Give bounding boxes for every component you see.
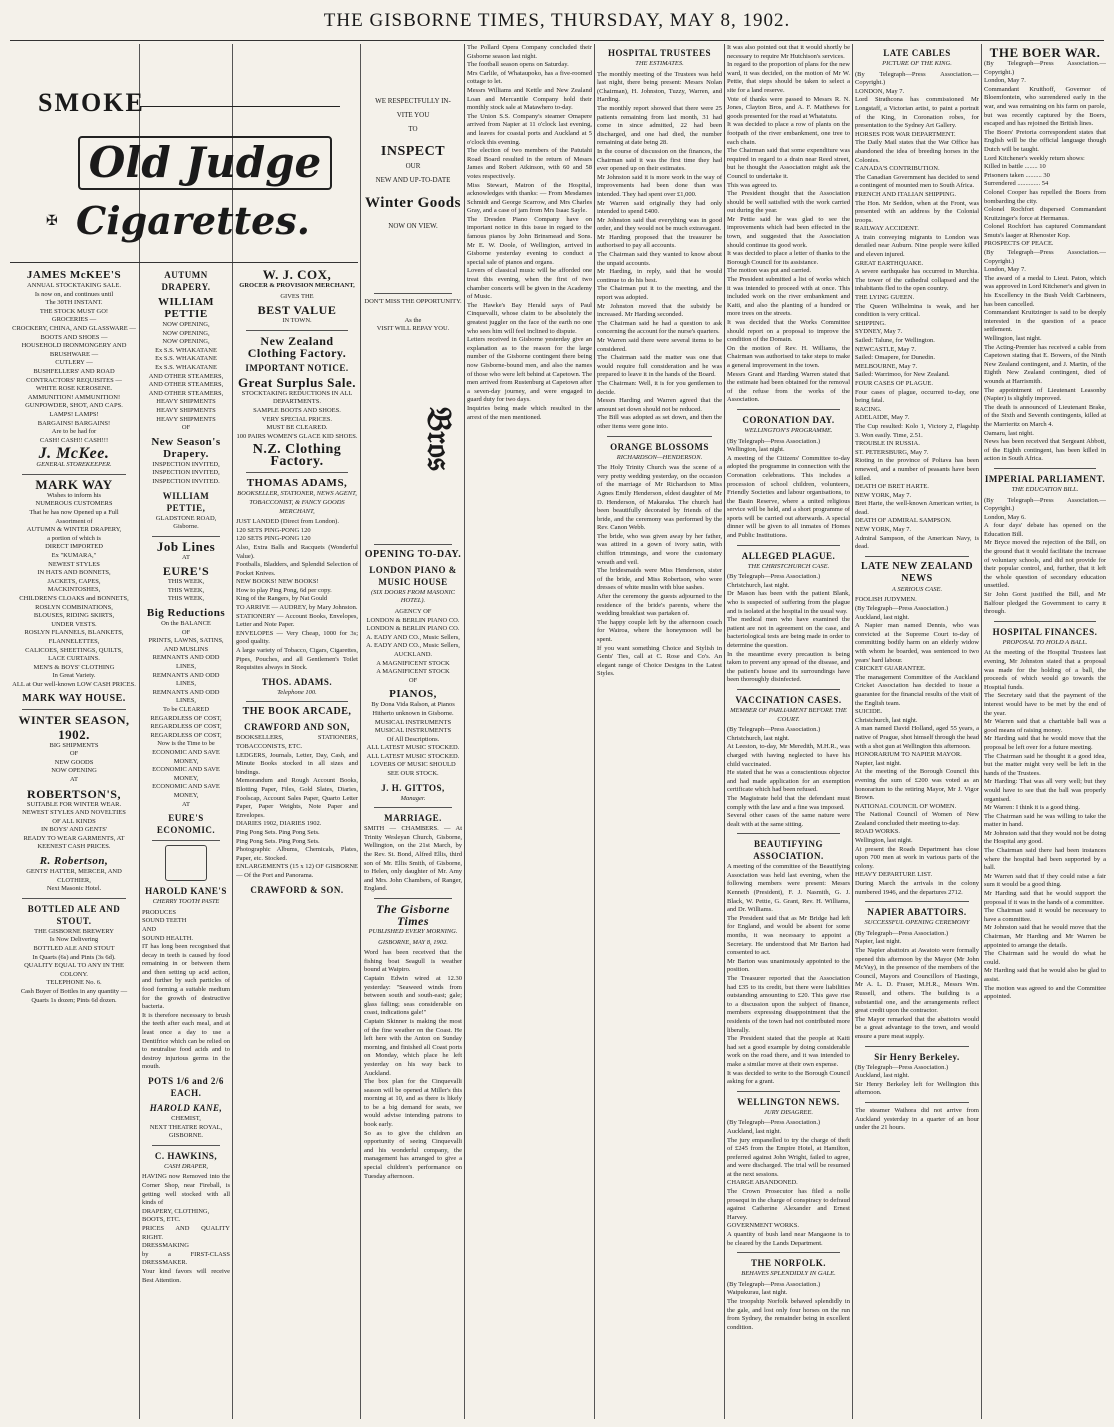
napier-abattoirs-body: (By Telegraph—Press Association.) Napier, last night. The Napier abattoirs at Awatoto were formally opened this afternoon by the Mayor (Mr John McVay), in the presence of the members of the Council, Mayors and Councillors of Hastings, Mr A. L. D. Fraser, M.H.R., Messrs Wm. Russell, and others. The building is a substantial one, and the arrangements reflect great credit upon the contractor. The Mayor remarked that the abattoirs would be a great advantage to the town, and would ensure a pure meat supply.	[855, 929, 979, 1040]
nz-clothing-body: STOCKTAKING REDUCTIONS IN ALL DEPARTMENTS. SAMPLE BOOTS AND SHOES. VERY SPECIAL PRICES. MUST BE CLEARED. 100 PAIRS WOMEN'S GLACE KID SHOES.	[236, 389, 358, 440]
job-lines-title: Job Lines	[156, 538, 216, 554]
vaccination-body: (By Telegraph—Press Association.) Christchurch, last night. At Leeston, to-day, Mr Meredith, M.H.R., was charged with having neglected to have his child vaccinated. He stated that he was a conscientious objector and had made application for an exemption certificate which had been refused. The Magistrate held that the defendant must comply with the law and a fine was imposed. Several other cases of the same nature were dealt with at the same sitting.	[727, 726, 850, 828]
cox-body-2: IN TOWN.	[282, 317, 312, 325]
respectfully-body-2: OUR NEW AND UP-TO-DATE	[375, 162, 451, 184]
visit-repay: As the VISIT WILL REPAY YOU.	[376, 316, 450, 333]
separator	[737, 1252, 840, 1253]
thomas-adams-title: THOMAS ADAMS,	[246, 477, 348, 490]
ad-rule	[10, 262, 358, 263]
separator	[22, 474, 126, 475]
boer-war-title: THE BOER WAR.	[989, 45, 1101, 60]
respectfully-body: WE RESPECTFULLY IN- VITE YOU TO	[375, 97, 451, 133]
late-cables-sub: PICTURE OF THE KING.	[882, 60, 952, 67]
old-judge-brand: Old Judge	[78, 136, 332, 190]
ornament-icon: ✠	[46, 214, 58, 229]
napier-abattoirs-title: NAPIER ABATTOIRS.	[867, 907, 967, 918]
berkeley-title: Sir Henry Berkeley.	[874, 1051, 960, 1062]
column-3	[236, 266, 358, 1419]
robertson-name: ROBERTSON'S,	[27, 786, 121, 801]
column-2	[142, 266, 230, 1419]
winter-season-title: WINTER SEASON,	[18, 712, 130, 727]
marriage-body: SMITH — CHAMBERS. — At Trinity Wesleyan Church, Gisborne, Wellington, on the 21st March, by the Rev. St. Bond, Alfred Ellis, third son of Mr. Ellis Smith, of Gisborne, to Helen, only daughter of Mr. Amy and Mrs. John Chambers, of Ranger, England.	[364, 825, 462, 893]
gisborne-times-sub: PUBLISHED EVERY MORNING.	[368, 928, 458, 935]
separator	[22, 898, 126, 899]
bottled-ale-title: BOTTLED ALE AND STOUT.	[27, 903, 121, 926]
job-lines-body-3: On the BALANCE OF PRINTS, LAWNS, SATINS, AND MUSLINS REMNANTS AND ODD LINES, REMNANTS AND ODD LINES, REMNANTS AND ODD LINES, To be CLEARED REGARDLESS OF COST, REGARDLESS OF COST, REGARDLESS OF COST, Now is the Time to be ECONOMIC AND SAVE MONEY, ECONOMIC AND SAVE MONEY, ECONOMIC AND SAVE MONEY, AT	[148, 620, 224, 808]
piano-house-name: LONDON PIANO & MUSIC HOUSE	[369, 564, 457, 587]
separator	[994, 468, 1096, 469]
separator	[152, 840, 220, 841]
orange-blossoms-title: ORANGE BLOSSOMS	[610, 441, 709, 452]
hospital-trustees-title: HOSPITAL TRUSTEES	[608, 48, 711, 58]
separator	[865, 1102, 969, 1103]
opening-today-body-2: By Dona Vida Ralson, at Pianos Hitherto unknown in Gisborne. MUSICAL INSTRUMENTS MUSICAL INSTRUMENTS Of All Descriptions. ALL LATEST MUSIC STOCKED. ALL LATEST MUSIC STOCKED. LOVERS OF MUSIC SHOULD SEE OUR STOCK.	[366, 701, 460, 778]
thomas-adams-body: JUST LANDED (Direct from London). 120 SETS PING-PONG 120 120 SETS PING-PONG 120 Also, Extra Balls and Racquets (Wonderful Value). Footballs, Bladders, and Splendid Selection of Pocket Knives. NEW BOOKS! NEW BOOKS! How to play Ping Pong, 6d per copy. King of the Rangers, by Nat Gould TO ARRIVE — AUDREY, by Mary Johnston. STATIONERY — Account Books, Envelopes, Letter and Note Paper. ENVELOPES — Very Cheap, 1000 for 3s; good quality. A large variety of Tobacco, Cigars, Cigarettes, Pipes, Pouches, and all Gentlemen's Toilet Requisites always in Stock.	[236, 518, 358, 672]
mckee-signature: J. McKee.	[38, 445, 110, 463]
pianos-label: PIANOS,	[389, 688, 437, 701]
column-rule	[594, 44, 595, 1419]
late-nz-sub: A SERIOUS CASE.	[891, 585, 943, 593]
dont-miss: DON'T MISS THE OPPORTUNITY.	[364, 298, 462, 305]
winter-season-year: 1902.	[58, 726, 90, 742]
harold-kane-body: PRODUCES SOUND TEETH AND SOUND HEALTH. IT has long been recognised that decay in teeth is caused by food remaining in or between them and then setting up acid action, and further by such particles of food forming a suitable medium for the growth of destructive bacteria. It is therefore necessary to brush the teeth after each meal, and at least once a day to use a Dentifrice which can be relied on to neutralise food acids and to destroy injurious germs in the mouth.	[142, 908, 230, 1071]
vaccination-sub: MEMBER OF PARLIAMENT BEFORE THE COURT.	[730, 706, 847, 723]
nz-clothing-footer: N.Z. Clothing Factory.	[252, 442, 342, 470]
column-6	[597, 44, 722, 1419]
cox-title: W. J. COX,	[262, 267, 332, 282]
marriage-title: MARRIAGE.	[384, 813, 442, 824]
hawkins-subtitle: CASH DRAPER,	[163, 1162, 209, 1170]
separator	[994, 621, 1096, 622]
mark-way-title: MARK WAY	[35, 476, 113, 492]
hospital-finances-title: HOSPITAL FINANCES.	[992, 626, 1098, 637]
separator	[737, 1091, 840, 1092]
hospital-finances-sub: PROPOSAL TO HOLD A BALL.	[1002, 638, 1088, 646]
column-rule	[360, 44, 361, 1419]
separator	[246, 472, 348, 473]
mckee-title: JAMES McKEE'S	[26, 269, 122, 281]
smoke-underline	[140, 106, 340, 107]
pettie-signoff: GLADSTONE ROAD, Gisborne.	[155, 514, 217, 531]
opening-today-title: OPENING TO-DAY.	[364, 548, 462, 560]
norfolk-sub: BEHAVES SPLENDIDLY IN GALE.	[741, 1270, 836, 1278]
job-lines-body-2: THIS WEEK, THIS WEEK, THIS WEEK,	[167, 578, 205, 603]
separator	[374, 898, 452, 899]
separator	[152, 1145, 220, 1146]
harold-kane-price: POTS 1/6 and 2/6 EACH.	[148, 1076, 224, 1098]
book-arcade-body: BOOKSELLERS, STATIONERS, TOBACCONISTS, ETC. LEDGERS, Journals, Letter, Day, Cash, and Minute Books stocked in all sizes and bindings. Memorandum and Rough Account Books, Blotting Paper, Files, Gold Slates, Diaries, Foolscap, Account Sales Paper, Quarto Letter Paper, Paper Weights, Note Paper and Envelopes. DIARIES 1902, DIARIES 1902. Ping Pong Sets. Ping Pong Sets. Ping Pong Sets. Ping Pong Sets. Photographic Albums, Chemicals, Plates, Paper, etc. Stocked. ENLARGEMENTS (15 x 12) OF GISBORNE — Of the Port and Panorama.	[236, 734, 358, 879]
robertson-signature: R. Robertson,	[39, 855, 109, 868]
coronation-day-body: (By Telegraph—Press Association.) Wellington, last night. A meeting of the Citizens' Committee to-day adopted the programme in connection with the Coronation celebrations. This includes a procession of school children, volunteers, Friendly Societies and labour organisations, to the Basin Reserve, where a united religious service will be held, and a short programme of sports will be carried out afterwards. A special dinner will be given to all inmates of Homes and Public Institutions.	[727, 437, 850, 540]
late-nz-title: LATE NEW ZEALAND NEWS	[860, 560, 974, 584]
nz-clothing-title: New Zealand Clothing Factory.	[247, 333, 347, 360]
cox-subtitle: GROCER & PROVISION MERCHANT,	[239, 282, 355, 289]
gisborne-times-title: The Gisborne Times	[376, 902, 450, 928]
gittos-signature: J. H. GITTOS,	[381, 782, 445, 793]
piano-house-sub: (SIX DOORS FROM MASONIC HOTEL).	[371, 588, 455, 605]
separator	[152, 536, 220, 537]
job-lines-at: AT	[182, 553, 190, 561]
big-reductions: Big Reductions	[146, 607, 226, 620]
column-4	[364, 44, 462, 1419]
beautifying-title: BEAUTIFYING ASSOCIATION.	[753, 839, 824, 862]
robertson-signoff: GENTS' HATTER, MERCER, AND CLOTHIER, Next Masonic Hotel.	[26, 868, 122, 893]
smoke-label: SMOKE	[38, 88, 145, 117]
mark-way-footer: MARK WAY HOUSE.	[22, 692, 126, 704]
column-rule	[981, 44, 982, 1419]
separator	[607, 436, 712, 437]
winter-season-body: BIG SHIPMENTS OF NEW GOODS NOW OPENING AT	[49, 741, 99, 783]
masthead: THE GISBORNE TIMES, THURSDAY, MAY 8, 1902.	[323, 10, 791, 31]
mark-way-body: Wishes to inform his NUMEROUS CUSTOMERS That he has now Opened up a Full Assortment of AUTUMN & WINTER DRAPERY, a portion of which is DIRECT IMPORTED Ex "KUMARA," NEWEST STYLES IN HATS AND BONNETS, JACKETS, CAPES, MACKINTOSHES, CHILDREN'S CLOAKS and BONNETS, ROSLYN COMBINATIONS, BLOUSES, RIDING SKIRTS, UNDER VESTS. ROSLYN FLANNELS, BLANKETS, FLANNELETTES, CALICOES, SHEETINGS, QUILTS, LACE CURTAINS. MEN'S & BOYS' CLOTHING In Great Variety. ALL at Our well-known LOW CASH PRICES.	[12, 491, 136, 688]
boer-war-body: (By Telegraph—Press Association.—Copyright.) London, May 7. Commandant Kruithoff, Governor of Bloemfontein, who surrendered early in the war, and was remaining on his farm on parole, but was recently captured by the Boers, escaped and has rejoined the British lines. The Boers' Pretoria correspondent states that English will be the official language though Dutch will be taught. Lord Kitchener's weekly return shows: Killed in battle ........ 10 Prisoners taken .......... 30 Surrendered .............. 54 Colonel Cooper has repelled the Boers from bombarding the city. Colonel Rochfort dispersed Commandant Kruitzinger's force at Hermanus. Colonel Rochfort has captured Commandant Smuts's laager at Rhenoster Kop. PROSPECTS OF PEACE. (By Telegraph—Press Association.—Copyright.) London, May 7. The award of a medal to Lieut. Paton, which was approved in Lord Kitchener's and given in his Excellency in the Bush Veldt Carbineers, has been cancelled. Commandant Kruitzinger is said to be deeply interested in the question of a peace settlement. Wellington, last night. The Acting-Premier has received a cable from Capetown stating that E. Bowers, of the Ninth New Zealand contingent, and J. Martin, of the Eighth New Zealand contingent, died of wounds at Harrismith. The appointment of Lieutenant Leasonby (Napier) is slightly improved. The death is announced of Lieutenant Brake, of the Sixth and Seventh contingents, killed at the Marrieritz on March 4. Oamaru, last night. News has been received that Sergeant Abbott, of the Eighth contingent, has been killed in action in South Africa.	[984, 60, 1106, 463]
old-judge-advert	[10, 48, 358, 258]
winter-season-body-2: SUITABLE FOR WINTER WEAR. NEWEST STYLES AND NOVELTIES OF ALL KINDS IN BOYS' AND GENTS' READY TO WEAR GARMENTS, AT KEENEST CASH PRICES.	[22, 800, 126, 851]
separator	[22, 709, 126, 710]
beautifying-body: A meeting of the committee of the Beautifying Association was held last evening, when the following members were present: Messrs Kenneth (President), F. J. Nasmith, G. J. Black, W. Pettie, G. Grant, Rev. H. Williams, and Dr. Williams. The President said that as Mr Bridge had left for England, and would be absent for some months, it was necessary to appoint a Secretary. He understood that Mr Barton had consented to act. Mr Barton was unanimously appointed to the position. The Treasurer reported that the Association had £35 to its credit, but there were liabilities outstanding amounting to £20. This gave rise to a discussion upon the subject of finance, members expressing disappointment that the residents of the town had not contributed more liberally. The President stated that the people at Kaiti had set a good example by doing considerable work on the road there, and it was intended to make a similar move at their own expense. It was decided to write to the Borough Council asking for a grant.	[727, 863, 850, 1086]
column-5	[467, 44, 592, 1419]
separator	[737, 545, 840, 546]
separator	[737, 689, 840, 690]
mckee-body: ANNUAL STOCKTAKING SALE. Is now on, and continues until The 30TH INSTANT. THE STOCK MUST GO! GROCERIES — CROCKERY, CHINA, AND GLASSWARE — BOOTS AND SHOES — HOUSEHOLD IRONMONGERY AND BRUSHWARE — CUTLERY — BUSHFELLERS' AND ROAD CONTRACTORS' REQUISITES — WHITE ROSE KEROSENE. AMMUNITION! AMMUNITION! GUNPOWDER, SHOT, AND CAPS. LAMPS! LAMPS! BARGAINS! BARGAINS! Are to be had for CASH! CASH!! CASH!!!	[12, 282, 136, 444]
wellington-news-body: (By Telegraph—Press Association.) Auckland, last night. The jury empanelled to try the charge of theft of £245 from the Empire Hotel, at Hamilton, preferred against John Wright, failed to agree, and were discharged. The trial will be resumed at the next sessions. CHARGE ABANDONED. The Crown Prosecutor has filed a nolle prosequi in the charge of conspiracy to defraud against Catherine Alexander and Ernest Harvey. GOVERNMENT WORKS. A quantity of bush land near Mangaone is to be cleared by the Lands Department.	[727, 1119, 850, 1247]
inspect-label: INSPECT	[380, 144, 446, 159]
pettie-signature: WILLIAM PETTIE,	[162, 490, 210, 513]
column-1	[12, 266, 136, 1419]
association-body: It was also pointed out that it would shortly be necessary to require Mr Hutchison's services. In regard to the proportion of plans for the new ward, it was decided, on the motion of Mr W. Pettie, that steps should be taken to select a site for a land reserve. Vote of thanks were passed to Messrs R. N. Jones, Clayton Bros, and A. F. Matthews for goods presented for the road at Whatatutu. It was decided to place a row of plants on the footpath of the river embankment, one tree to each chain. The Chairman said that some expenditure was required in regard to a drain near Reed street, but he thought the Association might ask the Council to undertake it. This was agreed to. The President thought that the Association should be well satisfied with the work carried out during the year. Mr Pettie said he was glad to see the improvements which had been effected in the town, and suggested that the Association should continue its good work. It was decided to place a letter of thanks to the Borough Council for its assistance. The motion was put and carried. The President submitted a list of works which it was intended to proceed with at once. This included work on the river embankment and Kaiti, and also the planting of a hundred or more trees on the streets. It was decided that the Works Committee should report on a proposal to improve the condition of the Domain. On the motion of Rev. H. Williams, the Chairman was authorised to take steps to make a general improvement in the town. Messrs Grant and Harding Warren stated that the estimate had been obtained for the removal of the refuse from the works of the Association.	[727, 44, 850, 404]
coronation-day-sub: WELLINGTON'S PROGRAMME.	[744, 426, 833, 434]
masthead-rule	[10, 40, 1104, 41]
thomas-adams-telephone: Telephone 100.	[277, 688, 317, 696]
separator	[374, 293, 452, 294]
nz-clothing-great-surplus: Great Surplus Sale.	[238, 374, 356, 390]
new-season-drapery: New Season's Drapery.	[151, 435, 221, 460]
late-cables-body: (By Telegraph—Press Association.—Copyright.) LONDON, May 7. Lord Strathcona has commissioned Mr Longstaff, a Victorian artist, to paint a portrait of the King, in Coronation robes, for presentation to the Sydney Art Gallery. HORSES FOR WAR DEPARTMENT. The Daily Mail states that the War Office has abandoned the idea of breeding horses in the Colonies. CANADA'S CONTRIBUTION. The Canadian Government has decided to send a contingent of mounted men to South Africa. FRENCH AND ITALIAN SHIPPING. The Hon. Mr Seddon, when at the Front, was presented with an address by the Colonial troops. RAILWAY ACCIDENT. A train conveying migrants to London was derailed near Auburn. Nine people were killed and eleven injured. GREAT EARTHQUAKE. A severe earthquake has occurred in Murchia. The tower of the cathedral collapsed and the inhabitants fled to the open country. THE LYING GUEEN. The Queen Wilhelmina is weak, and her condition is very critical. SHIPPING. SYDNEY, May 7. Sailed: Talune, for Wellington. NEWCASTLE, May 7. Sailed: Omapere, for Dunedin. MELBOURNE, May 7. Sailed: Warrimoo, for New Zealand. FOUR CASES OF PLAGUE. Four cases of plague, occurred to-day, one being fatal. RACING. ADELAIDE, May 7. The Cup resulted: Kolo 1, Victory 2, Flagship 3. Won easily. Time, 2.51. TROUBLE IN RUSSIA. ST. PETERSBURG, May 7. Rioting in the province of Poltava has been renewed, and a number of peasants have been killed. DEATH OF BRET HARTE. NEW YORK, May 7. Bret Harte, the well-known American writer, is dead. DEATH OF ADMIRAL SAMPSON. NEW YORK, May 7. Admiral Sampson, of the American Navy, is dead.	[855, 70, 979, 551]
gittos-signoff: Manager.	[400, 794, 426, 802]
thomas-adams-subtitle: BOOKSELLER, STATIONER, NEWS AGENT, TOBACCONIST, & FANCY GOODS MERCHANT,	[237, 490, 357, 515]
steamer-note: The steamer Waihora did not arrive from Auckland yesterday in a quarter of an hour under the 21 hours.	[855, 1106, 979, 1132]
napier-abattoirs-sub: SUCCESSFUL OPENING CEREMONY	[864, 919, 970, 927]
pettie-name: WILLIAM PETTIE	[157, 296, 215, 320]
separator	[246, 330, 348, 331]
cigarettes-label: Cigarettes.	[76, 198, 310, 243]
gisborne-times-body: Word has been received that the fishing boat Seagull is weather bound at Waipiro. Captain Edwin wired at 12.30 yesterday: "Seaweed winds from between south and south-east; gale; glass falling; seas considerable on coast, indications gale!" Captain Skinner is making the most of the fine weather on the Coast. He left here with the Anton on Sunday morning, and finished all Coast ports on Monday, which place he left yesterday on his way back to Auckland. The box plan for the Cinquevalli season will be opened at Miller's this morning at 10, and as there is likely to be a big demand for seats, we would advise intending patrons to book early. So as to give the children an opportunity of seeing Cinquevalli and his wonderful company, the management has arranged to give a special children's performance on Tuesday afternoon.	[364, 949, 462, 1180]
harold-kane-signoff: CHEMIST, NEXT THEATRE ROYAL, GISBORNE.	[149, 1115, 223, 1140]
separator	[374, 807, 452, 808]
vaccination-title: VACCINATION CASES.	[735, 694, 842, 705]
alleged-plague-body: (By Telegraph—Press Association.) Christchurch, last night. Dr Mason has been with the patient Blank, who is suspected of suffering from the plague and is isolated at the hospital in the usual way. The medical men who have examined the patient are not in agreement on the case, and bacteriological tests are being made in order to determine the question. In the meantime every precaution is being taken to prevent any spread of the disease, and the patient's house and its surroundings have been thoroughly disinfected.	[727, 573, 850, 684]
separator	[737, 833, 840, 834]
separator	[246, 701, 348, 702]
hospital-trustees-body: The monthly meeting of the Trustees was held last night, there being present: Messrs Nolan (Chairman), H. Johnston, Tuzzy, Warren, and Harding. The monthly report showed that there were 25 patients remaining from last month, 31 had come in since admitted, 22 had been discharged, and one had died, the number remaining at date being 28. In the course of discussion on the finances, the Chairman said it was the first time they had ever opened up on their estimates. Mr Johnston said it is more work in the way of improvements had been done than was intended. They had spent over £1,000. Mr Warren said originally they had only intended to spend £400. Mr Johnston said that everything was in good order, and they would not be much extravagant. Mr Harding proposed that the treasurer be authorised to pay all accounts. The Chairman said they wanted to know about the unpaid accounts. Mr Harding, in reply, said that he would continue to do his best. The Chairman put it to the meeting, and the report was adopted. Mr Johnston moved that the subsidy be increased. Mr Harding seconded. The Chairman said he had a question to ask concerning the account for the nurse's quarters. Mr Warren said there were several items to be considered. The Chairman said the matter was one that would require full consideration and he was prepared to leave it in the hands of the Board. The Chairman: Well, it is for you gentlemen to decide. Messrs Harding and Warren agreed that the amount set down should not be reduced. The Bill was adopted as set down, and then the other items were gone into.	[597, 70, 722, 430]
alleged-plague-sub: THE CHRISTCHURCH CASE.	[747, 562, 830, 570]
column-9	[984, 44, 1106, 1419]
wellington-news-title: WELLINGTON NEWS.	[737, 1096, 840, 1107]
hospital-trustees-sub: THE ESTIMATES.	[635, 60, 684, 67]
eures-economic: EURE'S ECONOMIC.	[156, 813, 216, 836]
column-rule	[852, 44, 853, 1419]
tooth-paste-jar-icon	[165, 845, 207, 881]
winter-goods-label: Winter Goods	[365, 195, 461, 211]
orange-blossoms-sub: RICHARDSON—HENDERSON.	[616, 453, 703, 461]
autumn-drapery-title: AUTUMN DRAPERY.	[161, 270, 211, 292]
thomas-adams-signature: THOS. ADAMS.	[261, 676, 333, 687]
autumn-drapery-body-2: INSPECTION INVITED, INSPECTION INVITED, INSPECTION INVITED.	[152, 460, 220, 485]
orange-blossoms-body: The Holy Trinity Church was the scene of a very pretty wedding yesterday, on the occasion of the marriage of Mr Richardson to Miss Agnes Emily Henderson, eldest daughter of Mr D. Henderson, of Makaraka. The church had been beautifully decorated by friends of the bride, and the ceremony was performed by the Rev. Canon Webb. The bride, who was given away by her father, was attired in a gown of ivory satin, with chiffon trimmings, and wore the customary wreath and veil. The bridesmaids were Miss Henderson, sister of the bride, and Miss Robertson, who wore dresses of white muslin with blue sashes. After the ceremony the guests adjourned to the residence of the bride's parents, where the wedding breakfast was partaken of. The happy couple left by the afternoon coach for Wairoa, where the honeymoon will be spent. If you want something Choice and Stylish in Gents' Ties, call at C. Rose and Co's. An elegant range of Choice Designs in the Latest Styles.	[597, 464, 722, 678]
hawkins-body: HAVING now Removed into the Corner Shop, near Fireball, is getting well stocked with all kinds of DRAPERY, CLOTHING, BOOTS, ETC. PRICES AND QUALITY RIGHT. DRESSMAKING by a FIRST-CLASS DRESSMAKER. Your kind favors will receive Best Attention.	[142, 1173, 230, 1284]
local-news-body: The Pollard Opera Company concluded their Gisborne season last night. The football season opens on Saturday. Mrs Carlile, of Whataupoko, has a five-roomed cottage to let. Messrs Williams and Kettle and New Zealand Loan and Mercantile Company hold their monthly stock sale at Matawhero to-day. The Union S.S. Company's steamer Omapere arrived from Napier at 11 o'clock last evening, and leaves for coastal ports and Auckland at 5 o'clock this evening. The election of two members of the Patutahi Road Board resulted in the return of Messrs James and Robert Atkinson, with 60 and 58 votes respectively. Miss Stewart, Matron of the Hospital, acknowledges with thanks: — From Mesdames Schmidt and George Scarrow, and Mrs Charles Gray, and a case of jam from Mrs Isaac Sayle. The Dresden Piano Company have on important notice in this issue in regard to the famous pianos by John Brinsmead and Sons. Mr E. W. Doole, of Wellington, arrived in Gisborne yesterday evening to conduct a special sale of pianos and organs. Lovers of classical music will be afforded one treat this evening, when the first of two chamber concerts will be given in the Academy of Music. The Hawke's Bay Herald says of Paul Cinquevalli, whose claim to be absolutely the greatest juggler on the face of the earth no one who sees him will feel inclined to dispute. Letters received in Gisborne yesterday give an explanation as to the reason for the large number of the Gisborne contingent there being now Gisborne-bound men, and also the names of those who were left behind at Capetown. The men arrived from Rustenburg at Capetown after a seven-day journey, and were engaged in guard duty for two days. Inquiries being made which resulted in the arrest of the men mentioned.	[467, 44, 592, 421]
column-7	[727, 44, 850, 1419]
alleged-plague-title: ALLEGED PLAGUE.	[741, 550, 836, 561]
book-arcade-title: THE BOOK ARCADE,	[242, 706, 352, 718]
separator	[374, 544, 452, 545]
norfolk-title: THE NORFOLK.	[750, 1258, 826, 1269]
imperial-parliament-body: (By Telegraph—Press Association.—Copyright.) London, May 6. A four days' debate has opened on the Education Bill. Mr Bryce moved the rejection of the Bill, on the ground that it would facilitate the increase of voluntary schools, and did not provide for their popular control, and, further, that it left the whole question of secondary education unsettled. Sir John Gorst justified the Bill, and Mr Balfour pledged the Government to carry it through.	[984, 496, 1106, 616]
separator	[865, 1046, 969, 1047]
eures-name: EURE'S	[162, 564, 210, 579]
column-rule	[464, 44, 465, 1419]
harold-kane-subtitle: CHERRY TOOTH PASTE	[152, 898, 220, 906]
cox-body: GIVES THE	[280, 292, 314, 300]
harold-kane-signature: HAROLD KANE,	[149, 1103, 223, 1113]
gisborne-times-dateline: GISBORNE, MAY 8, 1902.	[378, 938, 448, 946]
imperial-parliament-title: IMPERIAL PARLIAMENT.	[984, 473, 1106, 484]
separator	[865, 901, 969, 902]
column-rule	[724, 44, 725, 1419]
separator	[737, 409, 840, 410]
opening-today-body: AGENCY OF LONDON & BERLIN PIANO CO. LONDON & BERLIN PIANO CO. A. EADY AND CO., Music Sellers, A. EADY AND CO., Music Sellers, AUCKLAND. A MAGNIFICENT STOCK A MAGNIFICENT STOCK OF	[366, 607, 460, 684]
wellington-news-sub: JURY DISAGREE.	[764, 1108, 813, 1116]
coronation-day-title: CORONATION DAY.	[742, 414, 835, 425]
nz-clothing-notice: IMPORTANT NOTICE.	[245, 362, 349, 373]
cox-best-value: BEST VALUE	[257, 303, 337, 318]
autumn-drapery-body: NOW OPENING, NOW OPENING, NOW OPENING, Ex S.S. WHAKATANE Ex S.S. WHAKATANE Ex S.S. WHAKATANE AND OTHER STEAMERS, AND OTHER STEAMERS, AND OTHER STEAMERS, HEAVY SHIPMENTS HEAVY SHIPMENTS HEAVY SHIPMENTS OF	[148, 321, 224, 432]
book-arcade-signature: CRAWFORD & SON.	[250, 884, 344, 895]
late-nz-body: FOOLISH JUDYMEN. (By Telegraph—Press Association.) Auckland, last night. A Napier man named Dennis, who was convicted at the Supreme Court to-day of committing bodily harm on an elderly widow with whom he boarded, was sentenced to two years' hard labour. CRICKET GUARANTEE. The management Committee of the Auckland Cricket Association has decided to issue a guarantee for the financial results of the visit of the English team. SUICIDE. Christchurch, last night. A man named David Holland, aged 55 years, a native of Prague, shot himself through the head with a shot gun at Wellington this afternoon. HONORARIUM TO NAPIER MAYOR. Napier, last night. At the meeting of the Borough Council this evening the sum of £200 was voted as an honorarium to the retiring Mayor, Mr J. Vigor Brown. NATIONAL COUNCIL OF WOMEN. The National Council of Women of New Zealand concluded their meeting to-day. ROAD WORKS. Wellington, last night. At present the Roads Department has close upon 700 men at work in various parts of the colony. HEAVY DEPARTURE LIST. During March the arrivals in the colony numbered 1946, and the departures 2712.	[855, 596, 979, 896]
hospital-finances-body: At the meeting of the Hospital Trustees last evening, Mr Johnston stated that a proposal was made for the holding of a ball, the proceeds of which would go towards the Hospital funds. The Secretary said that the payment of the interest would have to be met by the end of the year. Mr Warren said that a charitable ball was a good means of raising money. Mr Harding said that he would move that the proposal be left over for a future meeting. The Chairman said he thought it a good idea, but the matter might very well be left in the hands of the Trustees. Mr Harding: That was all very well; but they would have to see that the ball was properly organised. Mr Warren: I think it is a good thing. The Chairman said he was willing to take the matter in hand. Mr Johnston said that they would not be doing the Hospital any good. The Chairman said there had been instances where the hospital had been supported by a ball. Mr Warren said that if they could raise a fair sum it would be a good thing. Mr Harding said that he would support the proposal if it was in the hands of a committee. The Chairman said it would be necessary to have a committee. Mr Johnston said that he would move that the Chairman, Mr Harding and Mr Warren be appointed to arrange the details. The Chairman said he would do what he could. Mr Harding said that he would also be glad to assist. The motion was agreed to and the Committee appointed.	[984, 649, 1106, 1001]
imperial-parliament-sub: THE EDUCATION BILL.	[1011, 485, 1079, 493]
book-arcade-subtitle: CRAWFORD AND SON,	[244, 722, 350, 733]
bottled-ale-body: THE GISBORNE BREWERY Is Now Delivering BOTTLED ALE AND STOUT In Quarts (6s) and Pints (3s 6d). QUALITY EQUAL TO ANY IN THE COLONY. TELEPHONE No. 6. Cash Buyer of Bottles in any quantity — Quarts 1s dozen; Pints 6d dozen.	[20, 927, 128, 1004]
berkeley-body: (By Telegraph—Press Association.) Auckland, last night. Sir Henry Berkeley left for Wellington this afternoon.	[855, 1063, 979, 1097]
late-cables-title: LATE CABLES	[883, 48, 951, 58]
now-on-view: NOW ON VIEW.	[388, 222, 438, 230]
harold-kane-title: HAROLD KANE'S	[145, 886, 227, 897]
separator	[865, 556, 969, 557]
vertical-logo: 𝔅𝔯𝔬𝔰	[419, 407, 459, 471]
column-8	[855, 44, 979, 1419]
hawkins-title: C. HAWKINS,	[154, 1150, 218, 1161]
norfolk-body: (By Telegraph—Press Association.) Waipukurau, last night. The troopship Norfolk behaved splendidly in the gale, and lost only four horses on the run from Sydney, the remainder being in excellent condition.	[727, 1280, 850, 1331]
mckee-signoff: GENERAL STOREKEEPER.	[36, 461, 112, 469]
